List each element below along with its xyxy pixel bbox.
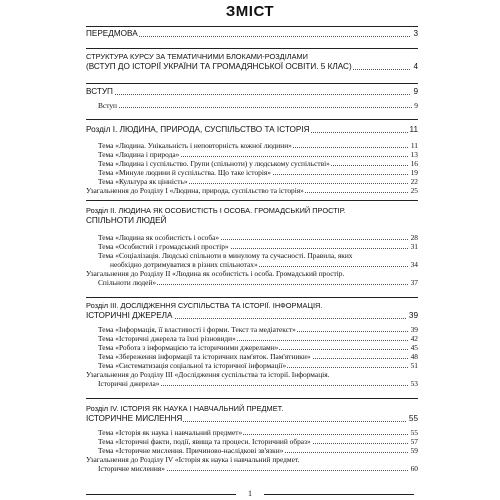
toc-item[interactable]: Тема «Людина як особистість і особа» 28 [98,233,418,242]
toc-heading-line1[interactable]: Розділ ІІ. ЛЮДИНА ЯК ОСОБИСТІСТЬ І ОСОБА. ГРОМАДСЬКИЙ ПРОСТІР. [86,206,346,215]
toc-item[interactable]: Тема «Збереження інформації та історичних пам'яток. Пам'ятники» 48 [98,352,418,361]
toc-item[interactable]: Спільноти людей» 37 [98,278,418,287]
divider [86,200,418,201]
toc-item[interactable]: Вступ 9 [98,101,418,110]
toc-heading-line1[interactable]: СТРУКТУРА КУРСУ ЗА ТЕМАТИЧНИМИ БЛОКАМИ-РОЗДІЛАМИ [86,52,308,61]
divider [86,297,418,298]
toc-item[interactable]: Тема «Робота з інформацією та історичними джерелами» 45 [98,343,418,352]
page-number: 1 [248,489,252,498]
toc-item[interactable]: Тема «Культура як цінність» 22 [98,177,418,186]
toc-item[interactable]: Тема «Людина і природа» 13 [98,150,418,159]
page-title: ЗМІСТ [225,3,275,20]
toc-heading[interactable]: Розділ І. ЛЮДИНА, ПРИРОДА, СУСПІЛЬСТВО ТА ІСТОРІЯ 11 [86,125,418,134]
toc-heading-line1[interactable]: Розділ ІІІ. ДОСЛІДЖЕННЯ СУСПІЛЬСТВА ТА ІСТОРІЇ. ІНФОРМАЦІЯ. [86,301,323,310]
toc-item[interactable]: Тема «Минуле людини й суспільства. Що таке історія» 19 [98,168,418,177]
toc-heading[interactable]: ВСТУП 9 [86,87,418,96]
toc-item-line1[interactable]: Тема «Соціалізація. Людські спільноти в минулому та сучасності. Правила, яких [98,251,353,260]
toc-item[interactable]: Історичні джерела» 53 [98,379,418,388]
toc-item-line1[interactable]: Узагальнення до Розділу ІІІ «Дослідження суспільства та історії. Інформація. [86,370,330,379]
divider [86,26,418,27]
divider [86,398,418,399]
toc-item[interactable]: Тема «Історія як наука і навчальний предмет» 55 [98,428,418,437]
toc-heading[interactable]: СПІЛЬНОТИ ЛЮДЕЙ [86,216,167,225]
toc-item[interactable]: Узагальнення до Розділу І «Людина, природа, суспільство та історія» 25 [86,186,418,195]
toc-item-line1[interactable]: Узагальнення до Розділу IV «Історія як наука і навчальний предмет. [86,455,300,464]
toc-item[interactable]: Тема «Систематизація соціальної та історичної інформації» 51 [98,361,418,370]
toc-item[interactable]: Історичне мислення» 60 [98,464,418,473]
toc-heading[interactable]: ПЕРЕДМОВА 3 [86,29,418,38]
toc-item[interactable]: Тема «Інформація, її властивості і форми. Текст та медіатекст» 39 [98,325,418,334]
toc-item-line1[interactable]: Узагальнення до Розділу ІІ «Людина як особистість і особа. Громадський простір. [86,269,345,278]
toc-item[interactable]: Тема «Особистий і громадський простір» 31 [98,242,418,251]
toc-heading[interactable]: ІСТОРИЧНЕ МИСЛЕННЯ 55 [86,414,418,423]
toc-heading[interactable]: (ВСТУП ДО ІСТОРІЇ УКРАЇНИ ТА ГРОМАДЯНСЬКОЇ ОСВІТИ. 5 КЛАС) 4 [86,62,418,71]
toc-item[interactable]: Тема «Історичні джерела та їхні різновиди» 42 [98,334,418,343]
toc-item[interactable]: необхідно дотримуватися в різних спільнотах» 34 [110,260,418,269]
toc-item[interactable]: Тема «Історичне мислення. Причиново-наслідкові зв'язки» 59 [98,446,418,455]
divider [86,48,418,49]
divider [86,119,418,120]
toc-item[interactable]: Тема «Історичні факти, події, явища та процеси. Історичний образ» 57 [98,437,418,446]
toc-item[interactable]: Тема «Людина. Унікальність і неповторність кожної людини» 11 [98,141,418,150]
divider [86,83,418,84]
toc-heading-line1[interactable]: Розділ IV. ІСТОРІЯ ЯК НАУКА І НАВЧАЛЬНИЙ ПРЕДМЕТ. [86,404,284,413]
toc-heading[interactable]: ІСТОРИЧНІ ДЖЕРЕЛА 39 [86,311,418,320]
toc-item[interactable]: Тема «Людина і суспільство. Групи (спільноти) у людському суспільстві» 16 [98,159,418,168]
